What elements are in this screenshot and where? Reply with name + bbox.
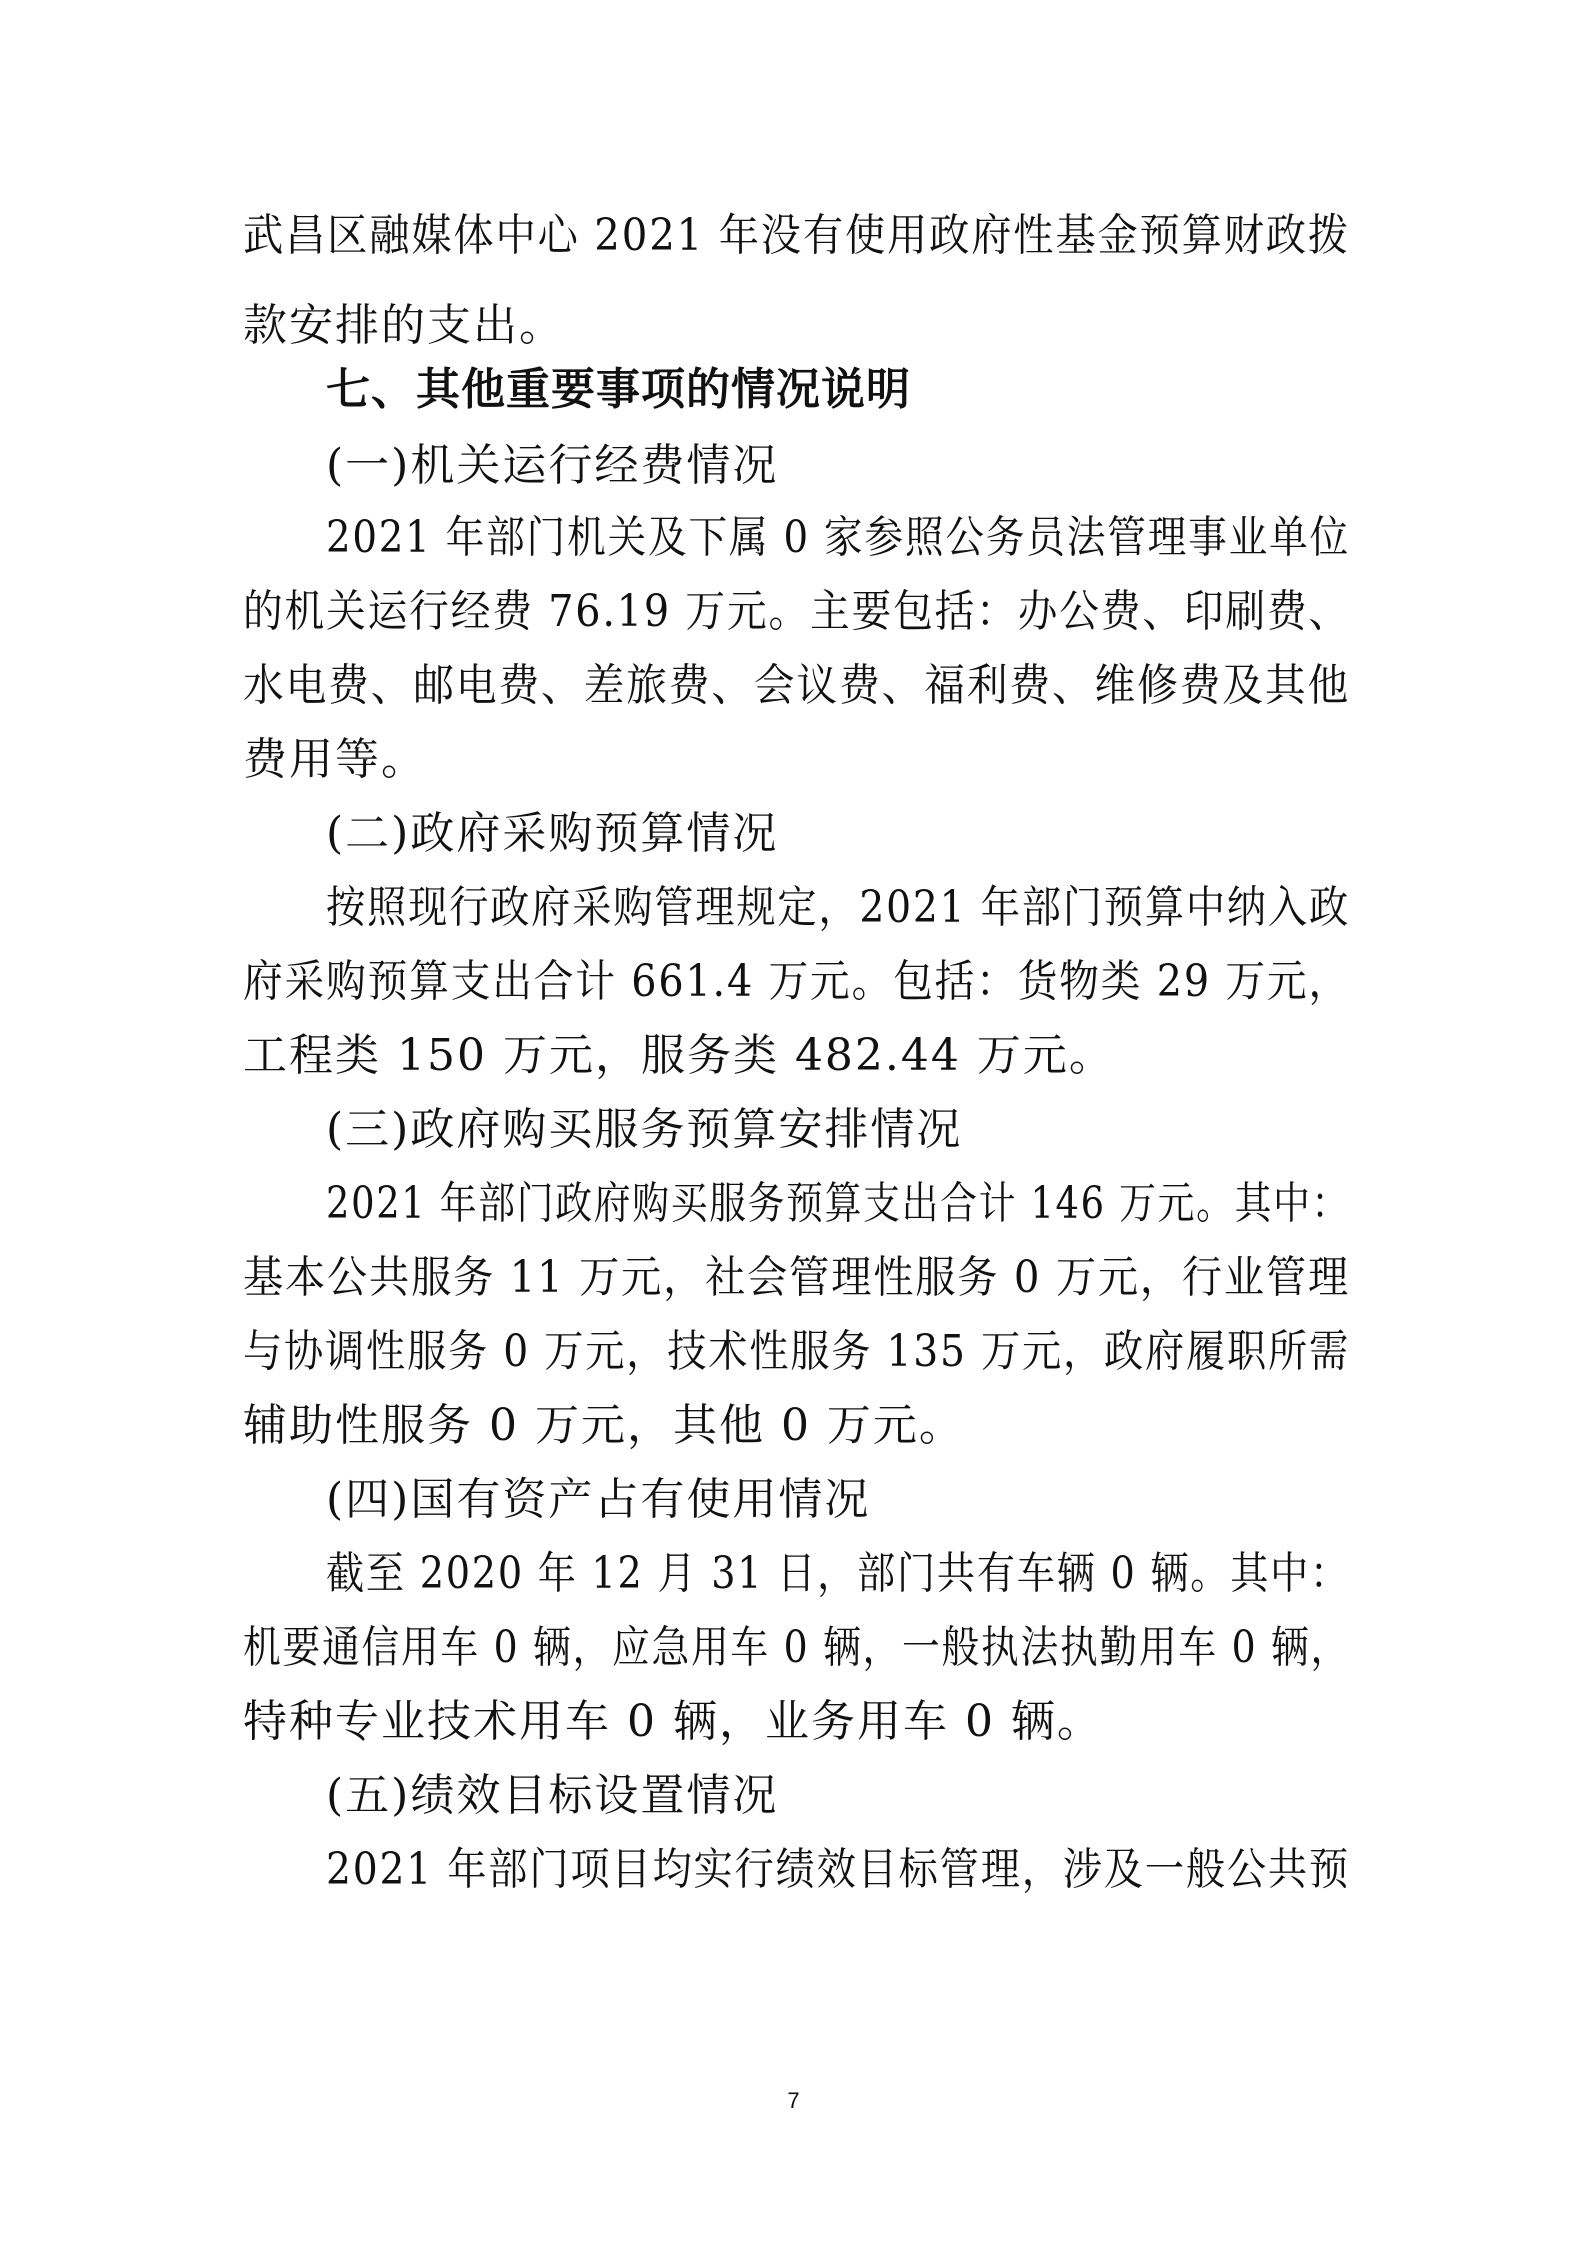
text-line: 府采购预算支出合计 661.4 万元。包括：货物类 29 万元， bbox=[243, 956, 1350, 1007]
paragraph-line bbox=[0, 1176, 1587, 1232]
heading-text: (四)国有资产占有使用情况 bbox=[326, 1474, 871, 1525]
text-line: 按照现行政府采购管理规定，2021 年部门预算中纳入政 bbox=[326, 882, 1350, 933]
subsection-heading bbox=[0, 1768, 1587, 1824]
text-line: 武昌区融媒体中心 2021 年没有使用政府性基金预算财政拨 bbox=[243, 210, 1350, 261]
paragraph-line bbox=[0, 298, 1587, 354]
heading-text: (五)绩效目标设置情况 bbox=[326, 1770, 779, 1821]
text-line: 工程类 150 万元，服务类 482.44 万元。 bbox=[243, 1030, 1115, 1081]
heading-text: (二)政府采购预算情况 bbox=[326, 808, 779, 859]
paragraph-line bbox=[0, 1620, 1587, 1676]
paragraph-line bbox=[0, 1694, 1587, 1750]
text-line: 截至 2020 年 12 月 31 日，部门共有车辆 0 辆。其中： bbox=[326, 1548, 1350, 1599]
subsection-heading bbox=[0, 438, 1587, 494]
subsection-heading bbox=[0, 806, 1587, 862]
text-line: 特种专业技术用车 0 辆，业务用车 0 辆。 bbox=[243, 1696, 1103, 1747]
paragraph-line bbox=[0, 732, 1587, 788]
paragraph-line bbox=[0, 1842, 1587, 1898]
subsection-heading bbox=[0, 1102, 1587, 1158]
paragraph-line bbox=[0, 658, 1587, 714]
paragraph-line bbox=[0, 1028, 1587, 1084]
text-line: 基本公共服务 11 万元，社会管理性服务 0 万元，行业管理 bbox=[243, 1252, 1350, 1303]
paragraph-line bbox=[0, 208, 1587, 264]
paragraph-line bbox=[0, 954, 1587, 1010]
paragraph-line bbox=[0, 584, 1587, 640]
text-line: 费用等。 bbox=[243, 734, 427, 785]
text-line: 水电费、邮电费、差旅费、会议费、福利费、维修费及其他 bbox=[243, 660, 1351, 711]
text-line: 与协调性服务 0 万元，技术性服务 135 万元，政府履职所需 bbox=[243, 1326, 1351, 1377]
text-line: 2021 年部门机关及下属 0 家参照公务员法管理事业单位 bbox=[326, 512, 1351, 563]
paragraph-line bbox=[0, 1546, 1587, 1602]
paragraph-line bbox=[0, 1324, 1587, 1380]
subsection-heading bbox=[0, 1472, 1587, 1528]
heading-text: 七、其他重要事项的情况说明 bbox=[326, 364, 911, 415]
section-heading bbox=[0, 362, 1587, 418]
paragraph-line bbox=[0, 880, 1587, 936]
page-number: 7 bbox=[787, 2088, 800, 2113]
paragraph-line bbox=[0, 1398, 1587, 1454]
paragraph-line bbox=[0, 510, 1587, 566]
text-line: 的机关运行经费 76.19 万元。主要包括：办公费、印刷费、 bbox=[243, 586, 1351, 637]
text-line: 2021 年部门项目均实行绩效目标管理，涉及一般公共预 bbox=[326, 1844, 1350, 1895]
heading-text: (三)政府购买服务预算安排情况 bbox=[326, 1104, 963, 1155]
paragraph-line bbox=[0, 1250, 1587, 1306]
text-line: 2021 年部门政府购买服务预算支出合计 146 万元。其中： bbox=[326, 1178, 1351, 1229]
text-line: 辅助性服务 0 万元，其他 0 万元。 bbox=[243, 1400, 965, 1451]
text-line: 款安排的支出。 bbox=[243, 300, 565, 351]
text-line: 机要通信用车 0 辆，应急用车 0 辆，一般执法执勤用车 0 辆， bbox=[243, 1622, 1350, 1673]
heading-text: (一)机关运行经费情况 bbox=[326, 440, 779, 491]
